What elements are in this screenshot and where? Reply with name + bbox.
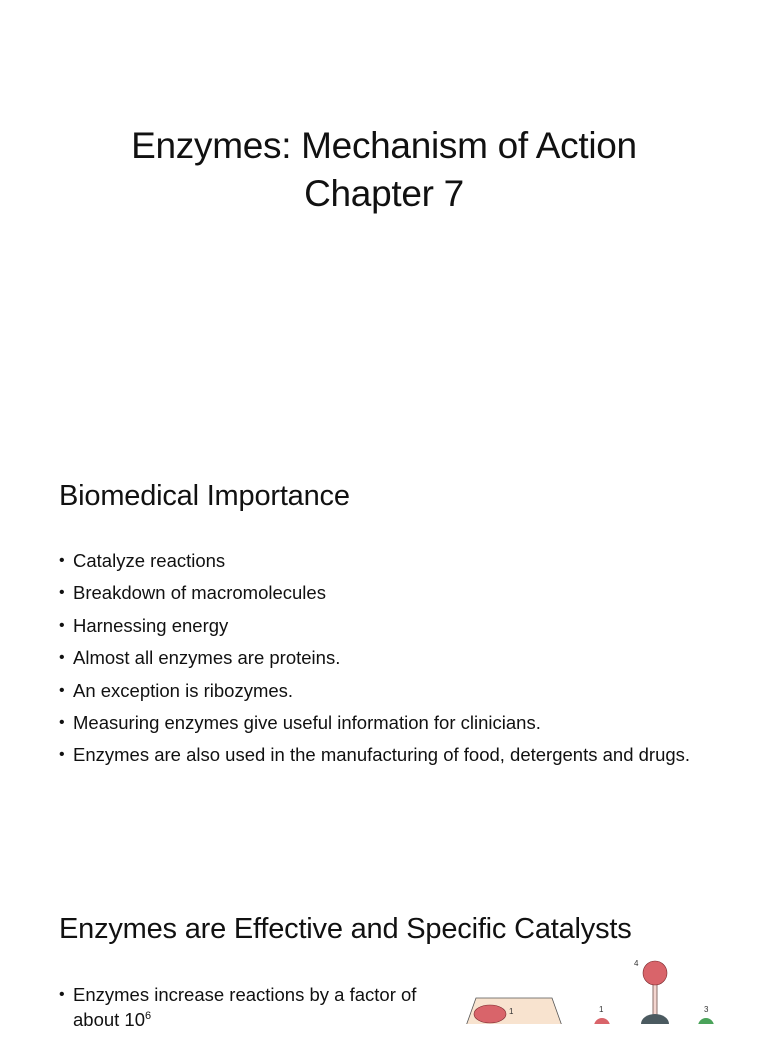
bullet-item: • Measuring enzymes give useful information for clinicians.	[59, 711, 709, 735]
substrate-group-3	[698, 1018, 714, 1024]
title-slide	[0, 0, 768, 432]
bullet-item: • Enzymes increase reactions by a factor of about $10^6$	[59, 982, 459, 1032]
enzyme-diagram-illustration	[462, 956, 768, 1024]
bullet-item: • Almost all enzymes are proteins.	[59, 646, 709, 670]
bullet-item: • Enzymes are also used in the manufacturing of food, detergents and drugs.	[59, 743, 709, 767]
label-group-4: 4	[634, 959, 639, 968]
bullet-item: • An exception is ribozymes.	[59, 679, 709, 703]
bullet-list	[59, 549, 709, 776]
label-site-1: 1	[509, 1007, 514, 1016]
bullet-list	[59, 982, 459, 1040]
bullet-item: • Catalyze reactions	[59, 549, 709, 573]
enzyme-substrate-diagram	[462, 956, 768, 1024]
slide-heading: Enzymes are Effective and Specific Catalysts	[59, 913, 632, 945]
exponent: 6	[145, 1009, 152, 1022]
bullet-item: • Breakdown of macromolecules	[59, 581, 709, 605]
bullet-item: • Harnessing energy	[59, 614, 709, 638]
slide-title	[0, 122, 768, 218]
biomedical-importance-slide	[0, 432, 768, 864]
effective-catalysts-slide	[0, 864, 768, 1030]
title-line-chapter: Chapter 7	[304, 173, 464, 214]
substrate-group-1	[594, 1018, 610, 1024]
title-line-main: Enzymes: Mechanism of Action	[131, 125, 637, 166]
binding-site-1	[474, 1005, 506, 1023]
substrate-center	[641, 1014, 669, 1024]
substrate-group-4	[643, 961, 667, 985]
label-group-1: 1	[599, 1005, 604, 1014]
label-group-3: 3	[704, 1005, 709, 1014]
slide-heading: Biomedical Importance	[59, 480, 350, 512]
